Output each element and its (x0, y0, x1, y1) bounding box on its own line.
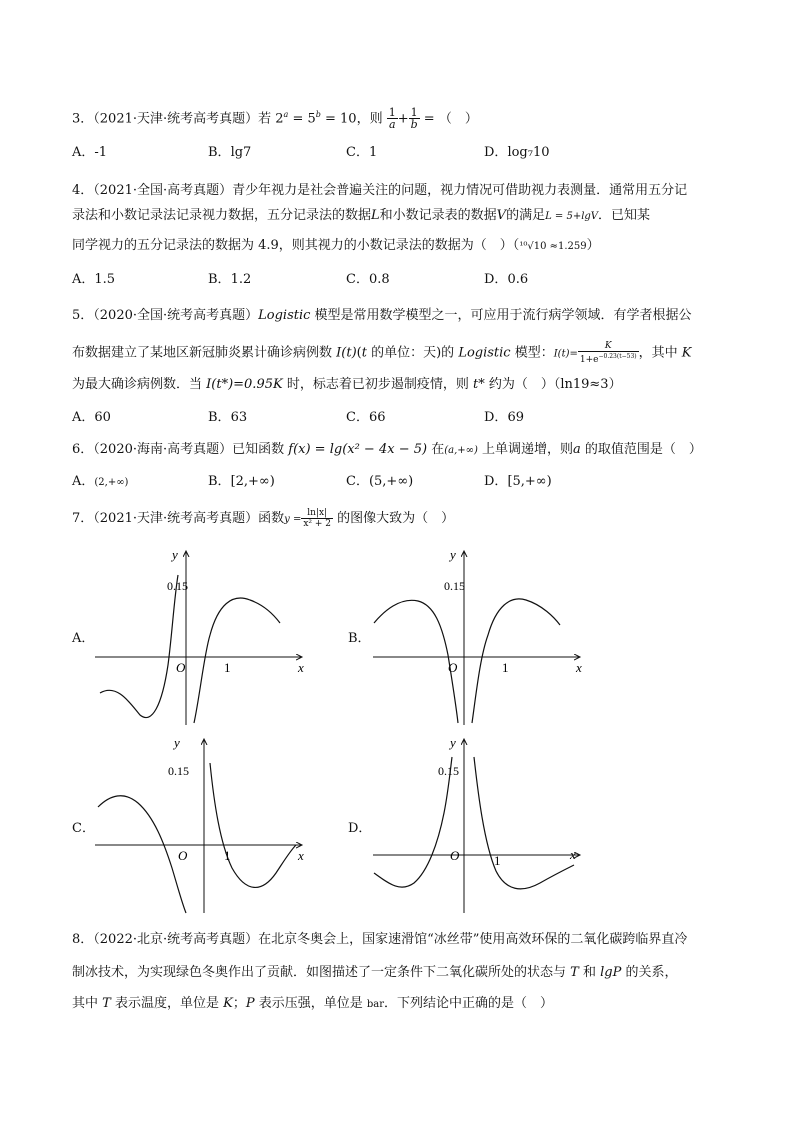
y-axis-label: y (172, 547, 178, 562)
q5-line-2: 布数据建立了某地区新冠肺炎累计确诊病例数 I(t)(t 的单位：天)的 Logistic 模型：I(t)= $\frac{K}{1+e^{-0.23(t-53)}}$ ，其中 K (72, 341, 692, 365)
q5-option-d[interactable]: D．69 (484, 410, 524, 425)
tick-015-label: 0.15 (167, 579, 188, 593)
q7-stem: 7．（2021·天津·统考高考真题）函数y = $\frac{\ln|x|}{\text{x² + 2}}$ 的图像大致为（ ） (72, 508, 455, 529)
curve-right (194, 598, 280, 723)
q7-option-c-label[interactable]: C． (72, 821, 95, 836)
q5-line-3: 为最大确诊病例数．当 I(t*)=0.95K 时，标志着已初步遏制疫情，则 t* 约为（ ）（ln19≈3） (72, 377, 622, 392)
q5-line-1: 5．（2020·全国·统考高考真题）Logistic 模型是常用数学模型之一，可应用于流行病学领域．有学者根据公 (72, 308, 692, 323)
q5-option-a[interactable]: A．60 (72, 410, 111, 425)
q8-line-3: 其中 T 表示温度，单位是 K；P 表示压强，单位是 bar．下列结论中正确的是（ ） (72, 996, 554, 1011)
x-axis-label: x (570, 847, 576, 862)
q6-option-b[interactable]: B．[2,+∞) (208, 474, 275, 489)
q3-option-c[interactable]: C．1 (346, 145, 378, 160)
q3-frac-a: $\frac{1}{a}$ (388, 106, 396, 132)
q7-option-d-label[interactable]: D． (348, 821, 372, 836)
q6-option-c[interactable]: C．(5,+∞) (346, 474, 414, 489)
q4-option-c[interactable]: C．0.8 (346, 272, 390, 287)
q3-option-d[interactable]: D．log₇10 (484, 145, 550, 160)
curve-right (474, 757, 574, 889)
q8-line-2: 制冰技术，为实现绿色冬奥作出了贡献．如图描述了一定条件下二氧化碳所处的状态与 T 和 lgP 的关系， (72, 965, 678, 980)
tick-one-label: 1 (224, 848, 231, 863)
curve-left (100, 575, 178, 718)
curve-left (98, 796, 186, 913)
tick-015-label: 0.15 (168, 764, 189, 778)
q5-option-c[interactable]: C．66 (346, 410, 386, 425)
tick-one-label: 1 (494, 853, 501, 868)
q7-option-a-label[interactable]: A． (72, 631, 95, 646)
q3-option-a[interactable]: A．-1 (72, 145, 108, 160)
q7-fraction: $\frac{\ln|x|}{\text{x² + 2}}$ (303, 508, 332, 529)
tick-015-label: 0.15 (444, 579, 465, 593)
q8-line-1: 8．（2022·北京·统考高考真题）在北京冬奥会上，国家速滑馆“冰丝带”使用高效环保的二氧化碳跨临界直冷 (72, 932, 688, 947)
origin-label: O (448, 660, 458, 675)
tick-one-label: 1 (502, 660, 509, 675)
curve-right (472, 599, 560, 723)
q4-option-b[interactable]: B．1.2 (208, 272, 252, 287)
origin-label: O (450, 848, 460, 863)
q3-frac-b: $\frac{1}{b}$ (410, 106, 418, 132)
curve-right (210, 763, 296, 887)
q6-option-d[interactable]: D．[5,+∞) (484, 474, 552, 489)
q7-graph-d[interactable] (370, 733, 590, 918)
x-axis-label: x (576, 660, 582, 675)
q7-option-b-label[interactable]: B． (348, 631, 371, 646)
tick-one-label: 1 (224, 660, 231, 675)
q4-line-3: 同学视力的五分记录法的数据为 4.9，则其视力的小数记录法的数据为（ ）（¹⁰√10 ≈1.259） (72, 238, 600, 253)
q7-graph-c[interactable] (92, 733, 312, 918)
y-axis-label: y (174, 735, 180, 750)
q5-model-fraction: $\frac{K}{1+e^{-0.23(t-53)}}$ (579, 341, 637, 365)
q3-option-b[interactable]: B．lg7 (208, 145, 252, 160)
q4-line-1: 4．（2021·全国·高考真题）青少年视力是社会普遍关注的问题，视力情况可借助视力表测量．通常用五分记 (72, 183, 688, 198)
origin-label: O (178, 848, 188, 863)
q5-option-b[interactable]: B．63 (208, 410, 248, 425)
q3-stem: 3．（2021·天津·统考高考真题）若 $2^a = 5^b = 10$，则 $\frac{1}{a}$ + $\frac{1}{b}$ = （ ） (72, 106, 478, 132)
curve-left (374, 600, 458, 723)
origin-label: O (176, 660, 186, 675)
q6-stem: 6．（2020·海南·高考真题）已知函数 f(x) = lg(x² − 4x − 5) 在(a,+∞) 上单调递增，则a 的取值范围是（ ） (72, 442, 702, 457)
x-axis-label: x (298, 660, 304, 675)
q7-graph-a[interactable] (92, 545, 312, 730)
q4-line-2: 录法和小数记录法记录视力数据，五分记录法的数据L和小数记录表的数据V的满足L = 5+lgV．已知某 (72, 208, 651, 223)
q4-option-a[interactable]: A．1.5 (72, 272, 116, 287)
y-axis-label: y (450, 547, 456, 562)
q6-option-a[interactable]: A．(2,+∞) (72, 474, 129, 489)
q7-graph-b[interactable] (370, 545, 590, 730)
tick-015-label: 0.15 (438, 764, 459, 778)
y-axis-label: y (450, 735, 456, 750)
x-axis-label: x (298, 848, 304, 863)
q4-option-d[interactable]: D．0.6 (484, 272, 529, 287)
